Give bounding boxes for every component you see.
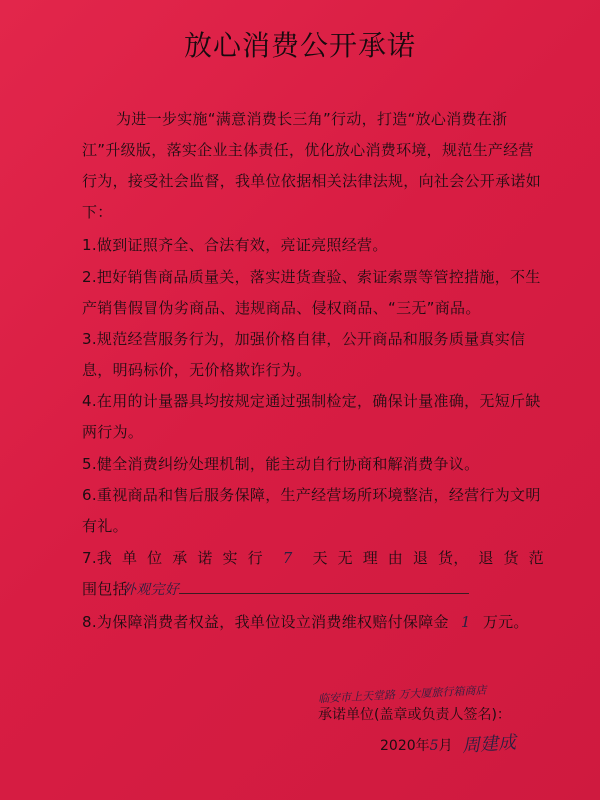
item-7-char: 行 [247,549,263,567]
return-days-handwritten: 7 [282,549,293,567]
guarantee-text: 8.为保障消费者权益，我单位设立消费维权赔付保障金 [82,613,449,631]
commitment-item-7 [82,543,544,606]
return-scope-handwritten: 外观完好 [121,582,180,598]
return-scope-underline [179,575,469,594]
item-7-char: 无 [337,549,353,567]
item-7-char: 退 [412,549,429,567]
commitment-item-5: 5.健全消费纠纷处理机制，能主动自行协商和解消费争议。 [82,455,480,473]
intro-paragraph: 为进一步实施“满意消费长三角”行动，打造“放心消费在浙江”升级版，落实企业主体责任，优化放心消费环境，规范生产经营行为，接受社会监督，我单位依据相关法律法规，向社会公开承诺如下： [82,110,542,221]
commitment-item-2: 2.把好销售商品质量关，落实进货查验、索证索票等管控措施，不生产销售假冒伪劣商品、违规商品、侵权商品、“三无”商品。 [82,268,541,317]
item-7-line-2 [82,574,544,606]
item-7-line-1 [82,543,544,574]
item-7-char: 货 [503,549,519,567]
item-7-char: 承 [172,549,188,567]
date-month-handwritten: 5 [429,738,439,754]
return-scope-label: 围包括 [82,580,128,598]
handwritten-signature: 周建成 [461,732,517,757]
item-7-char: 天 [312,549,328,567]
item-7-char: 单 [122,549,138,567]
guarantee-unit: 万元。 [482,613,529,631]
item-7-char: 退 [478,549,494,567]
date-month-label: 月 [438,738,453,754]
signature-date [380,735,453,755]
commitment-item-8 [82,607,544,638]
item-7-char: 实 [222,549,238,567]
guarantee-amount-handwritten: 1 [460,613,471,631]
document-title: 放心消费公开承诺 [183,29,416,62]
item-7-char: 理 [362,549,378,567]
item-7-char: 范 [528,549,544,567]
handwritten-shop-name: 临安市上天堂路 万大厦旅行箱商店 [317,683,487,706]
item-7-char: 位 [147,549,163,567]
date-year: 2020年 [380,738,430,754]
commitment-item-4: 4.在用的计量器具均按规定通过强制检定，确保计量准确，无短斤缺两行为。 [82,392,541,441]
item-7-char: 货， [438,549,469,567]
commitment-item-1: 1.做到证照齐全、合法有效，亮证亮照经营。 [82,236,388,254]
signature-label: 承诺单位(盖章或负责人签名)： [318,707,511,723]
commitment-item-6: 6.重视商品和售后服务保障，生产经营场所环境整洁，经营行为文明有礼。 [82,486,541,535]
item-7-char: 由 [387,549,404,567]
commitment-item-3: 3.规范经营服务行为，加强价格自律，公开商品和服务质量真实信息，明码标价，无价格欺诈行为。 [82,330,526,379]
item-7-char: 7.我 [82,549,113,567]
item-7-char: 诺 [197,549,213,567]
